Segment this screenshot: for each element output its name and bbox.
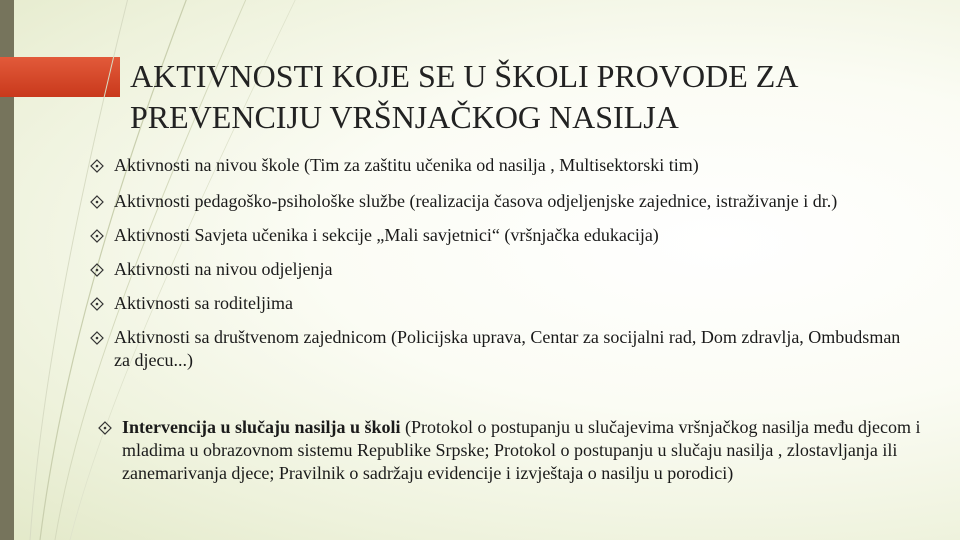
- diamond-bullet-icon: [90, 224, 114, 247]
- list-item: [90, 258, 914, 281]
- title-accent-bar: [0, 57, 120, 97]
- list-item-text: Aktivnosti sa roditeljima: [114, 293, 293, 313]
- list-item-text: Aktivnosti na nivou škole (Tim za zaštitu učenika od nasilja , Multisektorski tim): [114, 155, 699, 175]
- list-item: [90, 292, 914, 315]
- diamond-bullet-icon: [98, 416, 122, 439]
- diamond-bullet-icon: [90, 258, 114, 281]
- list-item-text: Aktivnosti pedagoško-psihološke službe (realizacija časova odjeljenjske zajednice, istraživanje i dr.): [114, 191, 838, 211]
- diamond-bullet-icon: [90, 292, 114, 315]
- list-item: [90, 224, 914, 247]
- diamond-bullet-icon: [90, 154, 114, 177]
- list-item-text: Aktivnosti Savjeta učenika i sekcije „Mali savjetnici“ (vršnjačka edukacija): [114, 225, 659, 245]
- list-item: [90, 154, 914, 177]
- list-item-intervention: [98, 416, 922, 485]
- diamond-bullet-icon: [90, 190, 114, 213]
- intervention-text: [122, 416, 922, 485]
- intervention-details: (Protokol o postupanju u slučajevima vršnjačkog nasilja među djecom i mladima u obrazovnom sistemu Republike Srpske; Protokol o postupanju u slučaju nasilja , zlostavljanja ili zanemarivanja djece; Pravilnik o sadržaju evidencije i izvještaja o nasilju u porodici): [122, 417, 921, 483]
- list-item-text: Aktivnosti na nivou odjeljenja: [114, 259, 333, 279]
- list-item-text: Aktivnosti sa društvenom zajednicom (Policijska uprava, Centar za socijalni rad, Dom zdravlja, Ombudsman za djecu...): [114, 327, 901, 370]
- intervention-heading: Intervencija u slučaju nasilja u školi: [122, 417, 401, 437]
- diamond-bullet-icon: [90, 326, 114, 349]
- list-item: [90, 326, 914, 372]
- slide-title: AKTIVNOSTI KOJE SE U ŠKOLI PROVODE ZA PREVENCIJU VRŠNJAČKOG NASILJA: [130, 58, 797, 135]
- list-item: [90, 190, 914, 213]
